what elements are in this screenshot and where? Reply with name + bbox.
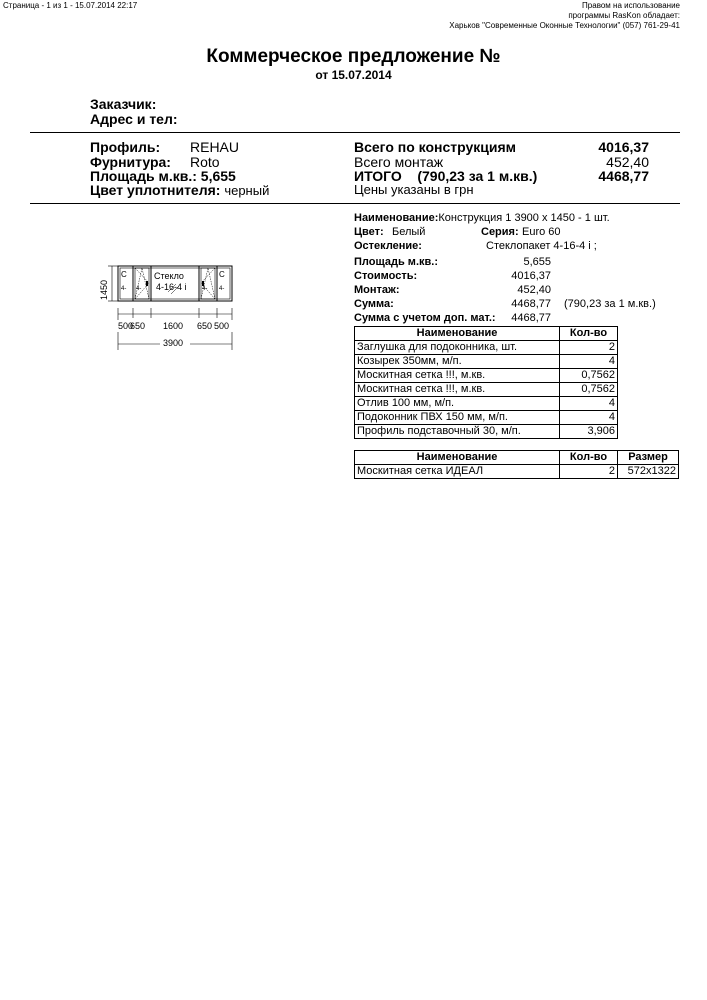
series-value: Euro 60 (522, 226, 561, 238)
side-letter-left: С (121, 270, 127, 279)
table-row (355, 425, 618, 439)
cost-label: Стоимость: (354, 270, 418, 282)
total-install-value: 452,40 (606, 154, 649, 170)
materials-header-name: Наименование (355, 327, 560, 341)
glazing-value: Стеклопакет 4-16-4 i ; (486, 240, 597, 252)
divider-bottom (30, 203, 680, 204)
table-row (355, 369, 618, 383)
nets-table (354, 450, 679, 479)
handle (146, 281, 148, 286)
sum-extra-value: 4468,77 (511, 312, 551, 324)
part-dimension-4: 650 (197, 321, 213, 331)
material-name: Москитная сетка !!!, м.кв. (355, 383, 560, 397)
small-mark-sash-right: 4- (202, 286, 208, 292)
net-size: 572x1322 (618, 465, 679, 479)
material-name: Профиль подставочный 30, м/п. (355, 425, 560, 439)
sum-extra-label: Сумма с учетом доп. мат.: (354, 312, 496, 324)
part-dimension-5: 500 (214, 321, 230, 331)
nets-header-name: Наименование (355, 451, 560, 465)
material-qty: 4 (560, 411, 618, 425)
table-row (355, 383, 618, 397)
address-label: Адрес и тел: (90, 111, 178, 127)
part-dimension-1: 500 (118, 321, 134, 331)
material-name: Заглушка для подоконника, шт. (355, 341, 560, 355)
hardware-label: Фурнитура: (90, 154, 171, 170)
table-row (355, 355, 618, 369)
customer-label: Заказчик: (90, 96, 157, 112)
material-qty: 4 (560, 355, 618, 369)
total-width-dimension: 3900 (163, 338, 184, 348)
hardware-value: Roto (190, 154, 220, 170)
construction-name-label: Наименование: (354, 212, 439, 224)
table-row (355, 341, 618, 355)
grand-total-label: ИТОГО (790,23 за 1 м.кв.) (354, 168, 538, 184)
install-value: 452,40 (517, 284, 551, 296)
construction-name-value: Конструкция 1 3900 x 1450 - 1 шт. (438, 212, 610, 224)
rights-line-1: Правом на использование (582, 1, 680, 10)
document-date: от 15.07.2014 (315, 68, 392, 82)
page-info: Страница - 1 из 1 - 15.07.2014 22:17 (3, 1, 138, 10)
grand-total-value: 4468,77 (598, 168, 649, 184)
side-letter-right: С (219, 270, 225, 279)
material-name: Москитная сетка !!!, м.кв. (355, 369, 560, 383)
small-mark-right: 4- (219, 286, 225, 292)
glazing-label: Остекление: (354, 240, 422, 252)
profile-value: REHAU (190, 139, 240, 155)
small-mark-left: 4- (121, 286, 127, 292)
net-qty: 2 (560, 465, 618, 479)
table-row (355, 465, 679, 479)
material-name: Отлив 100 мм, м/п. (355, 397, 560, 411)
area-value: 5,655 (200, 168, 236, 184)
material-qty: 2 (560, 341, 618, 355)
sum-note: (790,23 за 1 м.кв.) (564, 298, 656, 310)
material-qty: 3,906 (560, 425, 618, 439)
color-label: Цвет: (354, 226, 384, 238)
summary-seal (90, 182, 269, 198)
material-qty: 4 (560, 397, 618, 411)
table-row (355, 397, 618, 411)
material-name: Козырек 350мм, м/п. (355, 355, 560, 369)
net-name: Москитная сетка ИДЕАЛ (355, 465, 560, 479)
materials-table (354, 326, 618, 439)
small-mark-sash-left: 4- (136, 286, 142, 292)
sum-value: 4468,77 (511, 298, 551, 310)
material-qty: 0,7562 (560, 369, 618, 383)
currency-note: Цены указаны в грн (354, 182, 474, 197)
area-label: Площадь м.кв.: (90, 168, 197, 184)
part-dimension-2: 650 (130, 321, 146, 331)
nets-header-size: Размер (618, 451, 679, 465)
height-dimension: 1450 (99, 279, 109, 300)
table-row (355, 411, 618, 425)
series-label: Серия: (481, 226, 519, 238)
seal-value: черный (224, 183, 270, 198)
nets-header-qty: Кол-во (560, 451, 618, 465)
construction-name-row (354, 212, 610, 224)
cost-value: 4016,37 (511, 270, 551, 282)
part-dimension-3: 1600 (163, 321, 184, 331)
sum-label: Сумма: (354, 298, 394, 310)
construction-area-label: Площадь м.кв.: (354, 256, 438, 268)
summary-profile (90, 139, 240, 155)
total-install-label: Всего монтаж (354, 154, 444, 170)
materials-header-row (355, 327, 618, 341)
seal-label: Цвет уплотнителя: (90, 182, 221, 198)
color-value: Белый (392, 226, 426, 238)
glass-formula: 4-16-4 i (156, 282, 187, 292)
materials-header-qty: Кол-во (560, 327, 618, 341)
document-title: Коммерческое предложение № (206, 46, 501, 67)
construction-area-value: 5,655 (523, 256, 551, 268)
rights-line-2: программы RasKon обладает: (568, 11, 680, 20)
total-constructions-value: 4016,37 (598, 139, 649, 155)
total-constructions-label: Всего по конструкциям (354, 139, 517, 155)
material-name: Подоконник ПВХ 150 мм, м/п. (355, 411, 560, 425)
profile-label: Профиль: (90, 139, 161, 155)
divider-top (30, 132, 680, 133)
glass-label: Стекло (154, 271, 184, 281)
nets-header-row (355, 451, 679, 465)
install-label: Монтаж: (354, 284, 400, 296)
rights-line-3: Харьков "Современные Оконные Технологии" (057) 761-29-41 (449, 21, 680, 30)
window-drawing (80, 258, 250, 353)
material-qty: 0,7562 (560, 383, 618, 397)
